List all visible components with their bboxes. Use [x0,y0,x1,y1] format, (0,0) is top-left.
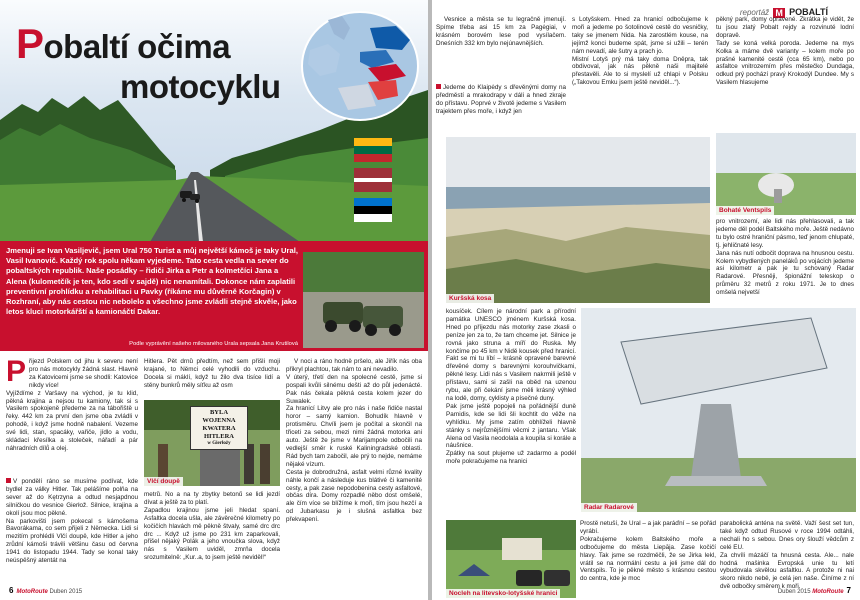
baltic-map [298,10,423,122]
photo-caption-ventspils: Bohaté Ventspils [716,206,774,215]
article-title-line2: motocyklu [120,68,281,105]
wolf-lair-photo [144,400,280,486]
baltic-map-image [298,10,423,122]
camp-photo [446,520,576,598]
sign-line-4: HITLERA [204,433,234,440]
author-credit: Podle vyprávění našeho milovaného Urala sepsala Jana Krutilová [129,341,298,347]
folio-right [778,586,854,595]
page-number-left: 6 [9,586,14,595]
section-title: POBALTÍ [789,7,828,17]
motorcycles-photo [303,252,424,348]
left-column-3 [286,358,422,584]
camp-photo-image [446,520,576,598]
title-initial: P [16,20,44,67]
right-col-3b-paragraph: pro vnitrozemí, ale lidi nás přehlasovali, a tak jedeme děl podél Baltského moře. Ještě nedávno tu bylo ostré hraniční pásmo, teď jenom chlupaté, tj. jehličnaté lesy. Jana nás nutí odbočit doprava na hnusnou cestu. Kolem vybydlených paneláků po vojácích jedeme asi kilometr a pak je tu schovaný Radar Radarové. Přesněji, špionážní teleskop o průměru 32 metrů z roku 1971. Je to dnes omšelá nejvetší [716,218,854,297]
ventspils-photo-image [716,133,856,215]
article-title [16,20,230,68]
flag-latvia [354,168,392,192]
section-marker [6,478,11,483]
sign-line-2: WOJENNA [202,417,236,424]
right-column-2 [572,16,708,128]
magazine-logo: M [775,8,783,18]
issue-date-left: Duben 2015 [49,589,83,595]
left-column-1 [6,358,138,476]
right-column-3c [720,520,854,592]
left-column-2 [144,358,280,398]
right-column-2c [580,520,716,592]
sign-line-3: KWATERA [202,425,236,432]
photo-caption-wolf-lair: Vlčí doupě [144,477,183,486]
section-prefix: reportáž [739,8,770,17]
right-col-2c-paragraph: Prostě netuší, že Ural – a jak paráďní – se pořád vyrábí. Pokračujeme kolem Baltského moře a odbočujeme do města Liepāja. Zase kočičí hlavy. Tak jsme se rozdměčli, že se Jirka lekl, vrátil se na normální cestu a jeli jsme dál do Ventspils. To je pěkné město s krásnou cestou do centra, kde je moc [580,520,716,583]
right-col-3-paragraph: pěkný park, domy opravené. Zkrátka je vidět, že tu jsou zlatý Pobalt rejdy a rozvinuté lodní dopravě. Tady se koná velká poroda. Jedeme na mys Kolka a máme dvě varianty – kolem moře po prašné kamenité cestě (cca 65 km), nebo po asfaltce vnitrozemím přes městečko Dundaga, odkud prý pochází pravý Krokodýl Dundee. My s Vasilem hlasujeme [716,16,854,87]
issue-date-right: Duben 2015 [777,589,811,595]
page-number-right: 7 [846,586,851,595]
flag-estonia [354,198,392,222]
ventspils-photo [716,133,856,215]
title-rest: obaltí očima [43,28,231,65]
radar-photo [581,308,856,512]
right-column-1 [436,16,566,68]
right-col-3c-paragraph: parabolická anténa na světě. Važí šest set tun, také když odtud Rusové v roce 1994 odtáhli, nechali ho s sebou. Dnes ory šlouží vědcům z celé EU. Za chvíli mázáčí ta hnusná cesta. Ale... nale hodná mašinka Evropská unie tu letí vybudovala skvělou asfaltku. A protože ni nai skoro nikdo nebě, je celá jen naše. Číníme z ní dvě odbočky směrem k moři. [720,520,854,591]
flag-lithuania [354,138,392,162]
right-column-2b [446,308,576,516]
photo-caption-curonian: Kuršská kosa [446,294,494,303]
right-col-1b-text: Jedeme do Klaipėdy s dřevěnými domy na předměstí a mrakodrapy v dáli a hned zkraje do přístavu. Poprvé v životě jedeme s Vasilem trajektem přes moře, i když jen [436,84,566,115]
column-2b-paragraph: metrů. No a na ty zbytky betonů se lidi jezdí dívat a ještě za to platí. Zapadlou krajinou jsme jeli hledat spaní. Asfaltka docela ušla, ale závěrečné kilometry po kočičích hlavách mě pěkně štvaly, samé drc drc drc ... Když už jsme po 231 km zaparkovali, přišel nějaký Polák a jeho vnoučka slova, když nás s Vasilem uviděl, zmrňa docela srozumitelně: „Kur..a, to jsem ještě neviděl!“ [144,491,280,562]
motorcycles-photo-image [303,252,424,348]
drop-cap: P [6,358,27,388]
right-col-1-paragraph: Vesnice a města se tu legračně jmenují. Spíme třeba asi 15 km za Pagėgiai, v krásném borovém lese pod vysílačem. Dneśních 332 km bylo nejúnavnějších. [436,16,566,47]
lead-text: Jmenuji se Ivan Vasiljevič, jsem Ural 750 Turist a můj největší kámoš je taky Ural, Vasil Ivanovič. Každý rok spolu někam vyjedeme. Tato cesta vedla na sever do pobaltských republik. Naše posádky – řidiči Jirka a Petr a kolmetčíci Jana a Alena (kulometčík je ten, kdo sedí v sajdě) nic nenamítali. Dokonce nám zaplatili preventivní prohlídku a rehabilitaci u Pavky (říkáme mu důvěrně Korčagin) v Rozhraní, aby nás cestou nic nebolelo a všechno jsme zvládli stejně skvěle, jako letos kluci motorkářští a kamionáčtí Dakar. [6,246,298,317]
photo-caption-camp: Nocleh na litevsko-lotyšské hranici [446,589,560,598]
left-column-1b [6,478,138,586]
column-1-paragraph: řijezd Polskem od jihu k severu není pro nás motocykly žádná slast. Hlavně za Katovicemi jsme se shodli: Katovice nikdy více! Vyjíždíme z Varšavy na východ, je tu klid, pěkná krajina a nejsou tu kamiony, tak si s Vasilem spokojeně předeme za na tábořiště u řeky. 442 km za první den jsme oba zvládli v pohodě, i když jsme hodně nabalení. Vezeme své lidi, stan, spacáky, vařiče, jídlo a vodu, skládací křesílka a stoleček, nářadí a pár náhradních dílů a olej. [6,358,138,452]
column-3-paragraph: V noci a ráno hodně pršelo, ale Jiřík nás oba přikryl plachtou, tak nám to ani nevadilo. V úterý, třetí den na spolecné cestě, jsme si pospali kvůli silnému dešti až do půl jedenácté. Pak nás čekala pěkná cesta kolem jezer do Suwalek. Za hranicí Litvy ale pro nás i naše řidiče nastal horor – samý kamion. Bohudík hlavně v protisměru. Chvíli jsem je počítal a skončil na třiceti za sebou, mezi nimi žádná motorka ani auto. Ještě že jsme v Marijampole odbočili na vedlejší směr k ruské Kaliningradské oblasti. Rád bych tam zabočil, ale prý to nejde, nemáme nějaké vízum. Cesta je dobrodružná, asfalt velmi různé kvality náhle končí a následuje kus blátivé či kamenité cesty, a pak zase nepodobenina cesty asfaltové, občas díra. Domy rozpadlé něbo dost omšelé, ale čím více se blížíme k moři, tím jsou hezčí a od Jubarkasu je i slušná asfaltka bez překvapení. [286,358,422,524]
folio-left [6,586,82,595]
curonian-spit-photo-image [446,137,710,303]
magazine-name-left: MotoRoute [16,589,48,595]
sign-line-5: w Gierłoży [207,441,231,446]
right-col-2-paragraph: s Lotyšskem. Hned za hranicí odbočujeme k moři a jedeme po šotolinové cestě do vesničky, taky se jmenem Nida. Na zarostlém kouse, na jejímž konci budeme spát, jsme si užili – terén nám nevadí, ale šutry a prach jo. Mistní Lotyš prý má taky doma Dněpra, tak obdivoval, jak nás pěkně naši majitelé přestavěli. Ale to si myslelí už chlapi v Polsku („Takovou Emku jsem ještě neviděl...“). [572,16,708,87]
right-column-3b [716,218,854,322]
column-2-paragraph: Hitlera. Pět drnů předtím, než sem přišli moji krajané, to Němci celé vyhodili do vzduchu. Docela si máklí, když tu žilo dva tisíce lidí a stěny bunkrů měly síťku až osm [144,358,280,389]
right-col-2b-paragraph: kousíček. Cílem je národní park a přírodní památka UNESCO jménem Kuršská kosa. Hned po příjezdu nás motorky zase zkasli o peníze jen za to, že tam chceme jet. Silnice je rovná jako struna a míří do Ruska. My končíme po 45 km v Nidě kousek před hranicí. Fakt se mi tu líbí – krásně opravené barevné dřevěné domy s barevnými korouhvičkami, pěkné lesy. Lidi nás s Vasilem nakrmili ještě v přístavu, sami si zašli na oběd na uzenou rybu, ale při čekání jsme měli krásný výhled na lodě, domy, cyklisty a písečné duny. Pak jsme ještě popojeli na pořádnější duně Parnidis, kde se lidi šli kochtit do věže na vyhlídku. My jsme zatím obhlíželi hlavně stánky s nejrůznějšími věcmi z jantaru. Však Alena od Vasila neodolala a koupila si korále a náušnice. Zpátky na sout plujeme už zadarmo a podél moře pokračujeme na hranici [446,308,576,466]
curonian-spit-photo [446,137,710,303]
left-page [0,0,428,600]
right-column-3 [716,16,854,128]
right-col-1b-paragraph [436,84,566,116]
sign-line-1: BYLA [209,409,229,416]
column-1b-paragraph [6,478,138,565]
magazine-name-right: MotoRoute [812,589,844,595]
photo-caption-radar: Radar Radarové [581,503,637,512]
section-marker-right [436,84,441,89]
left-column-2b [144,491,280,587]
right-column-1b [436,84,566,136]
radar-photo-image [581,308,856,512]
column-1b-text: V pondělí ráno se musíme podívat, kde bydlel za války Hitler. Tak pelášíme polňa na sever až do Kętrzyna a odtud nesjapdnou silničkou do vesnice Gierłož. Silnice, krajina a okolí jsou moc pěkné. Na parkovišti jsem pokecal s kámošema Bavorákama, co sem přijeli z Německa. Lidi si mezitím prohlédli Vlčí doupě, kde Hitler a jeho zrůdní kámoši trávili většinu času od června 1941 do listopadu 1944. Tady se konal taky neúspěšný atentát na [6,478,138,565]
memorial-sign [190,406,248,450]
right-page [432,0,860,600]
